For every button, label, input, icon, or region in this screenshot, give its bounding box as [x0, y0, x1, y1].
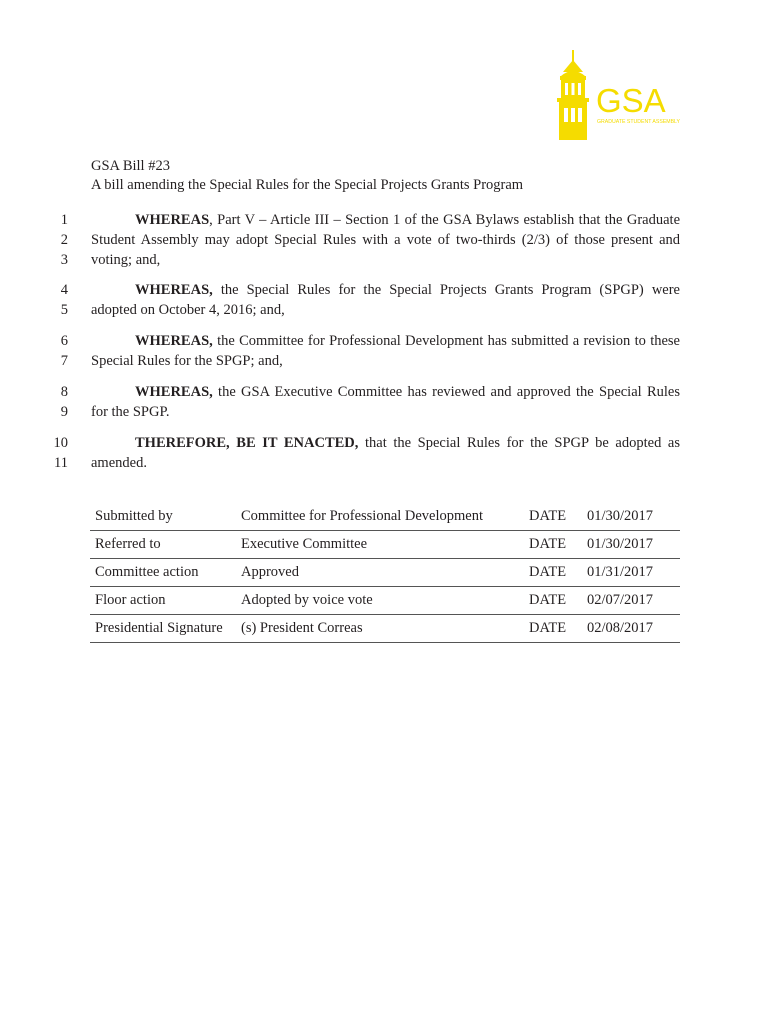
paragraph-text: [91, 382, 680, 422]
logo-subtitle: GRADUATE STUDENT ASSEMBLY: [597, 119, 681, 125]
line-numbers: 4 5: [60, 282, 68, 318]
row-date: 01/30/2017: [582, 503, 680, 531]
paragraph-lead: WHEREAS,: [135, 384, 213, 400]
date-label: DATE: [524, 559, 582, 587]
row-label: Submitted by: [90, 503, 236, 531]
signature-table: [90, 503, 680, 643]
table-row: [90, 531, 680, 559]
date-label: DATE: [524, 587, 582, 615]
paragraph-text: [91, 331, 680, 371]
row-label: Committee action: [90, 559, 236, 587]
row-date: 02/07/2017: [582, 587, 680, 615]
row-value: Approved: [236, 559, 524, 587]
row-label: Referred to: [90, 531, 236, 559]
row-date: 02/08/2017: [582, 615, 680, 643]
table-row: [90, 559, 680, 587]
row-label: Presidential Signature: [90, 615, 236, 643]
tower-icon: [553, 50, 683, 142]
date-label: DATE: [524, 531, 582, 559]
paragraph-body: the Special Rules for the Special Projects Grants Program (SPGP) were adopted on October 4, 2016; and,: [91, 282, 680, 318]
paragraph-text: [91, 280, 680, 320]
row-value: Executive Committee: [236, 531, 524, 559]
row-label: Floor action: [90, 587, 236, 615]
date-label: DATE: [524, 615, 582, 643]
date-label: DATE: [524, 503, 582, 531]
row-value: (s) President Correas: [236, 615, 524, 643]
bill-title: A bill amending the Special Rules for the Special Projects Grants Program: [91, 177, 524, 193]
paragraph-body: the Committee for Professional Development has submitted a revision to these Special Rules for the SPGP; and,: [91, 333, 680, 369]
paragraph-lead: WHEREAS,: [135, 282, 213, 298]
line-numbers: 6 7: [60, 333, 68, 369]
paragraph-body: the GSA Executive Committee has reviewed and approved the Special Rules for the SPGP.: [91, 384, 680, 420]
paragraph-text: [91, 433, 680, 473]
line-numbers: 10 11: [53, 435, 68, 471]
paragraph-body: , Part V – Article III – Section 1 of the GSA Bylaws establish that the Graduate Student Assembly may adopt Special Rules with a vote of two-thirds (2/3) of those present and voting; and,: [91, 212, 680, 268]
line-numbers: 8 9: [60, 384, 68, 420]
bill-header: [91, 157, 523, 195]
row-date: 01/30/2017: [582, 531, 680, 559]
paragraph-lead: WHEREAS,: [135, 333, 213, 349]
paragraph-lead: WHEREAS: [135, 212, 210, 228]
paragraph-body: that the Special Rules for the SPGP be adopted as amended.: [91, 435, 681, 471]
line-numbers: 1 2 3: [60, 212, 68, 268]
row-value: Committee for Professional Development: [236, 503, 524, 531]
row-value: Adopted by voice vote: [236, 587, 524, 615]
table-row: [90, 615, 680, 643]
paragraph-lead: THEREFORE, BE IT ENACTED,: [135, 435, 359, 451]
row-date: 01/31/2017: [582, 559, 680, 587]
bill-number: GSA Bill #23: [91, 158, 170, 174]
paragraph-text: [91, 210, 680, 270]
table-row: [90, 587, 680, 615]
table-row: [90, 503, 680, 531]
gsa-logo: [553, 50, 683, 142]
logo-text: GSA: [596, 82, 666, 119]
